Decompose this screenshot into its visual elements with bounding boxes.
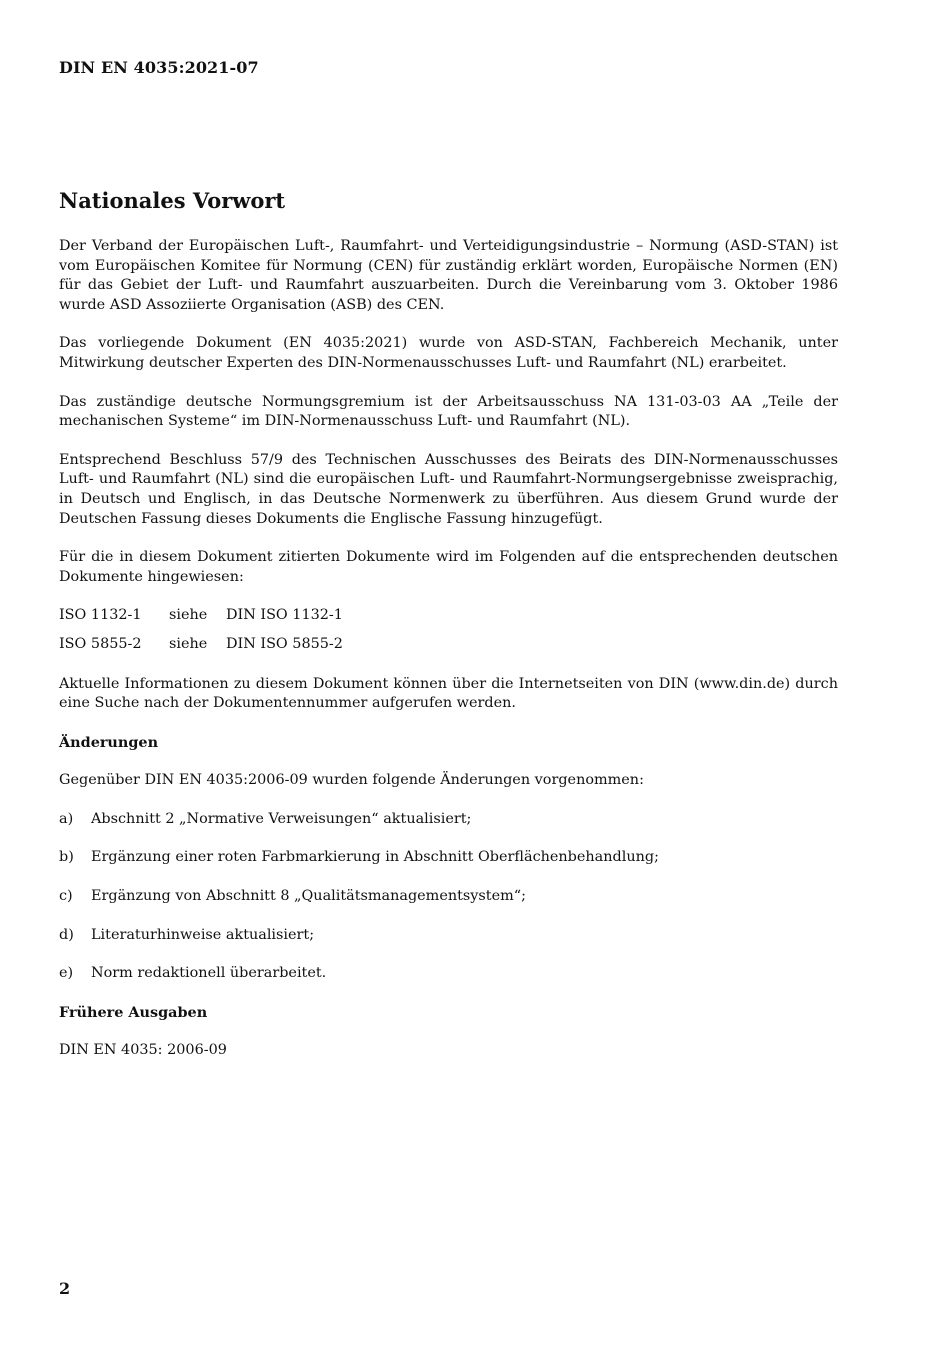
paragraph-committee: Das zuständige deutsche Normungsgremium ist der Arbeitsausschuss NA 131-03-03 AA „Teile der mechanischen Systeme“ im DIN-Normenausschuss Luft- und Raumfahrt (NL). <box>59 393 838 430</box>
list-item <box>59 810 838 830</box>
list-marker: b) <box>59 849 74 866</box>
reference-iso: ISO 5855-2 <box>59 635 142 652</box>
paragraph-references-intro: Für die in diesem Dokument zitierten Dokumente wird im Folgenden auf die entsprechenden deutschen Dokumente hingewiesen: <box>59 549 838 585</box>
list-text: Abschnitt 2 „Normative Verweisungen“ aktualisiert; <box>91 810 472 827</box>
list-text: Ergänzung einer roten Farbmarkierung in Abschnitt Oberflächenbehandlung; <box>91 849 659 866</box>
changes-heading: Änderungen <box>59 733 159 751</box>
reference-see: siehe <box>169 635 208 652</box>
list-text: Ergänzung von Abschnitt 8 „Qualitätsmanagementsystem“; <box>91 888 526 905</box>
page-title: Nationales Vorwort <box>59 188 286 213</box>
reference-din: DIN ISO 5855-2 <box>226 635 343 652</box>
previous-editions-text: DIN EN 4035: 2006-09 <box>59 1042 227 1059</box>
reference-iso: ISO 1132-1 <box>59 607 142 624</box>
reference-row <box>59 606 838 626</box>
list-item <box>59 887 838 907</box>
list-marker: e) <box>59 965 74 982</box>
list-marker: d) <box>59 926 74 943</box>
paragraph-info: Aktuelle Informationen zu diesem Dokument können über die Internetseiten von DIN (www.din.de) durch eine Suche nach der Dokumentennummer aufgerufen werden. <box>59 675 838 712</box>
changes-intro: Gegenüber DIN EN 4035:2006-09 wurden folgende Änderungen vorgenommen: <box>59 772 644 789</box>
reference-row <box>59 635 838 655</box>
page-content <box>59 187 838 1080</box>
list-text: Norm redaktionell überarbeitet. <box>91 965 327 982</box>
changes-list <box>59 810 838 984</box>
paragraph-bilingual: Entsprechend Beschluss 57/9 des Technischen Ausschusses des Beirats des DIN-Normenausschusses Luft- und Raumfahrt (NL) sind die europäischen Luft- und Raumfahrt-Normungsergebnisse zweisprachig, in Deutsch und Englisch, in das Deutsche Normenwerk zu überführen. Aus diesem Grund wurde der Deutschen Fassung dieses Dokuments die Englische Fassung hinzugefügt. <box>59 451 838 527</box>
paragraph-asd-stan: Der Verband der Europäischen Luft-, Raumfahrt- und Verteidigungsindustrie – Normung (ASD-STAN) ist vom Europäischen Komitee für Normung (CEN) für zuständig erklärt worden, Europäische Normen (EN) für das Gebiet der Luft- und Raumfahrt auszuarbeiten. Durch die Vereinbarung vom 3. Oktober 1986 wurde ASD Assoziierte Organisation (ASB) des CEN. <box>59 238 838 313</box>
reference-list <box>59 606 838 654</box>
list-item <box>59 926 838 946</box>
reference-see: siehe <box>169 607 208 624</box>
list-marker: c) <box>59 888 73 905</box>
list-item <box>59 964 838 984</box>
page-number: 2 <box>59 1279 71 1298</box>
list-marker: a) <box>59 810 74 827</box>
previous-editions-heading: Frühere Ausgaben <box>59 1003 208 1021</box>
paragraph-document-origin: Das vorliegende Dokument (EN 4035:2021) wurde von ASD-STAN, Fachbereich Mechanik, unter Mitwirkung deutscher Experten des DIN-Normenausschusses Luft- und Raumfahrt (NL) erarbeitet. <box>59 335 838 371</box>
list-text: Literaturhinweise aktualisiert; <box>91 926 315 943</box>
list-item <box>59 848 838 868</box>
reference-din: DIN ISO 1132-1 <box>226 607 343 624</box>
document-header: DIN EN 4035:2021-07 <box>59 58 259 77</box>
